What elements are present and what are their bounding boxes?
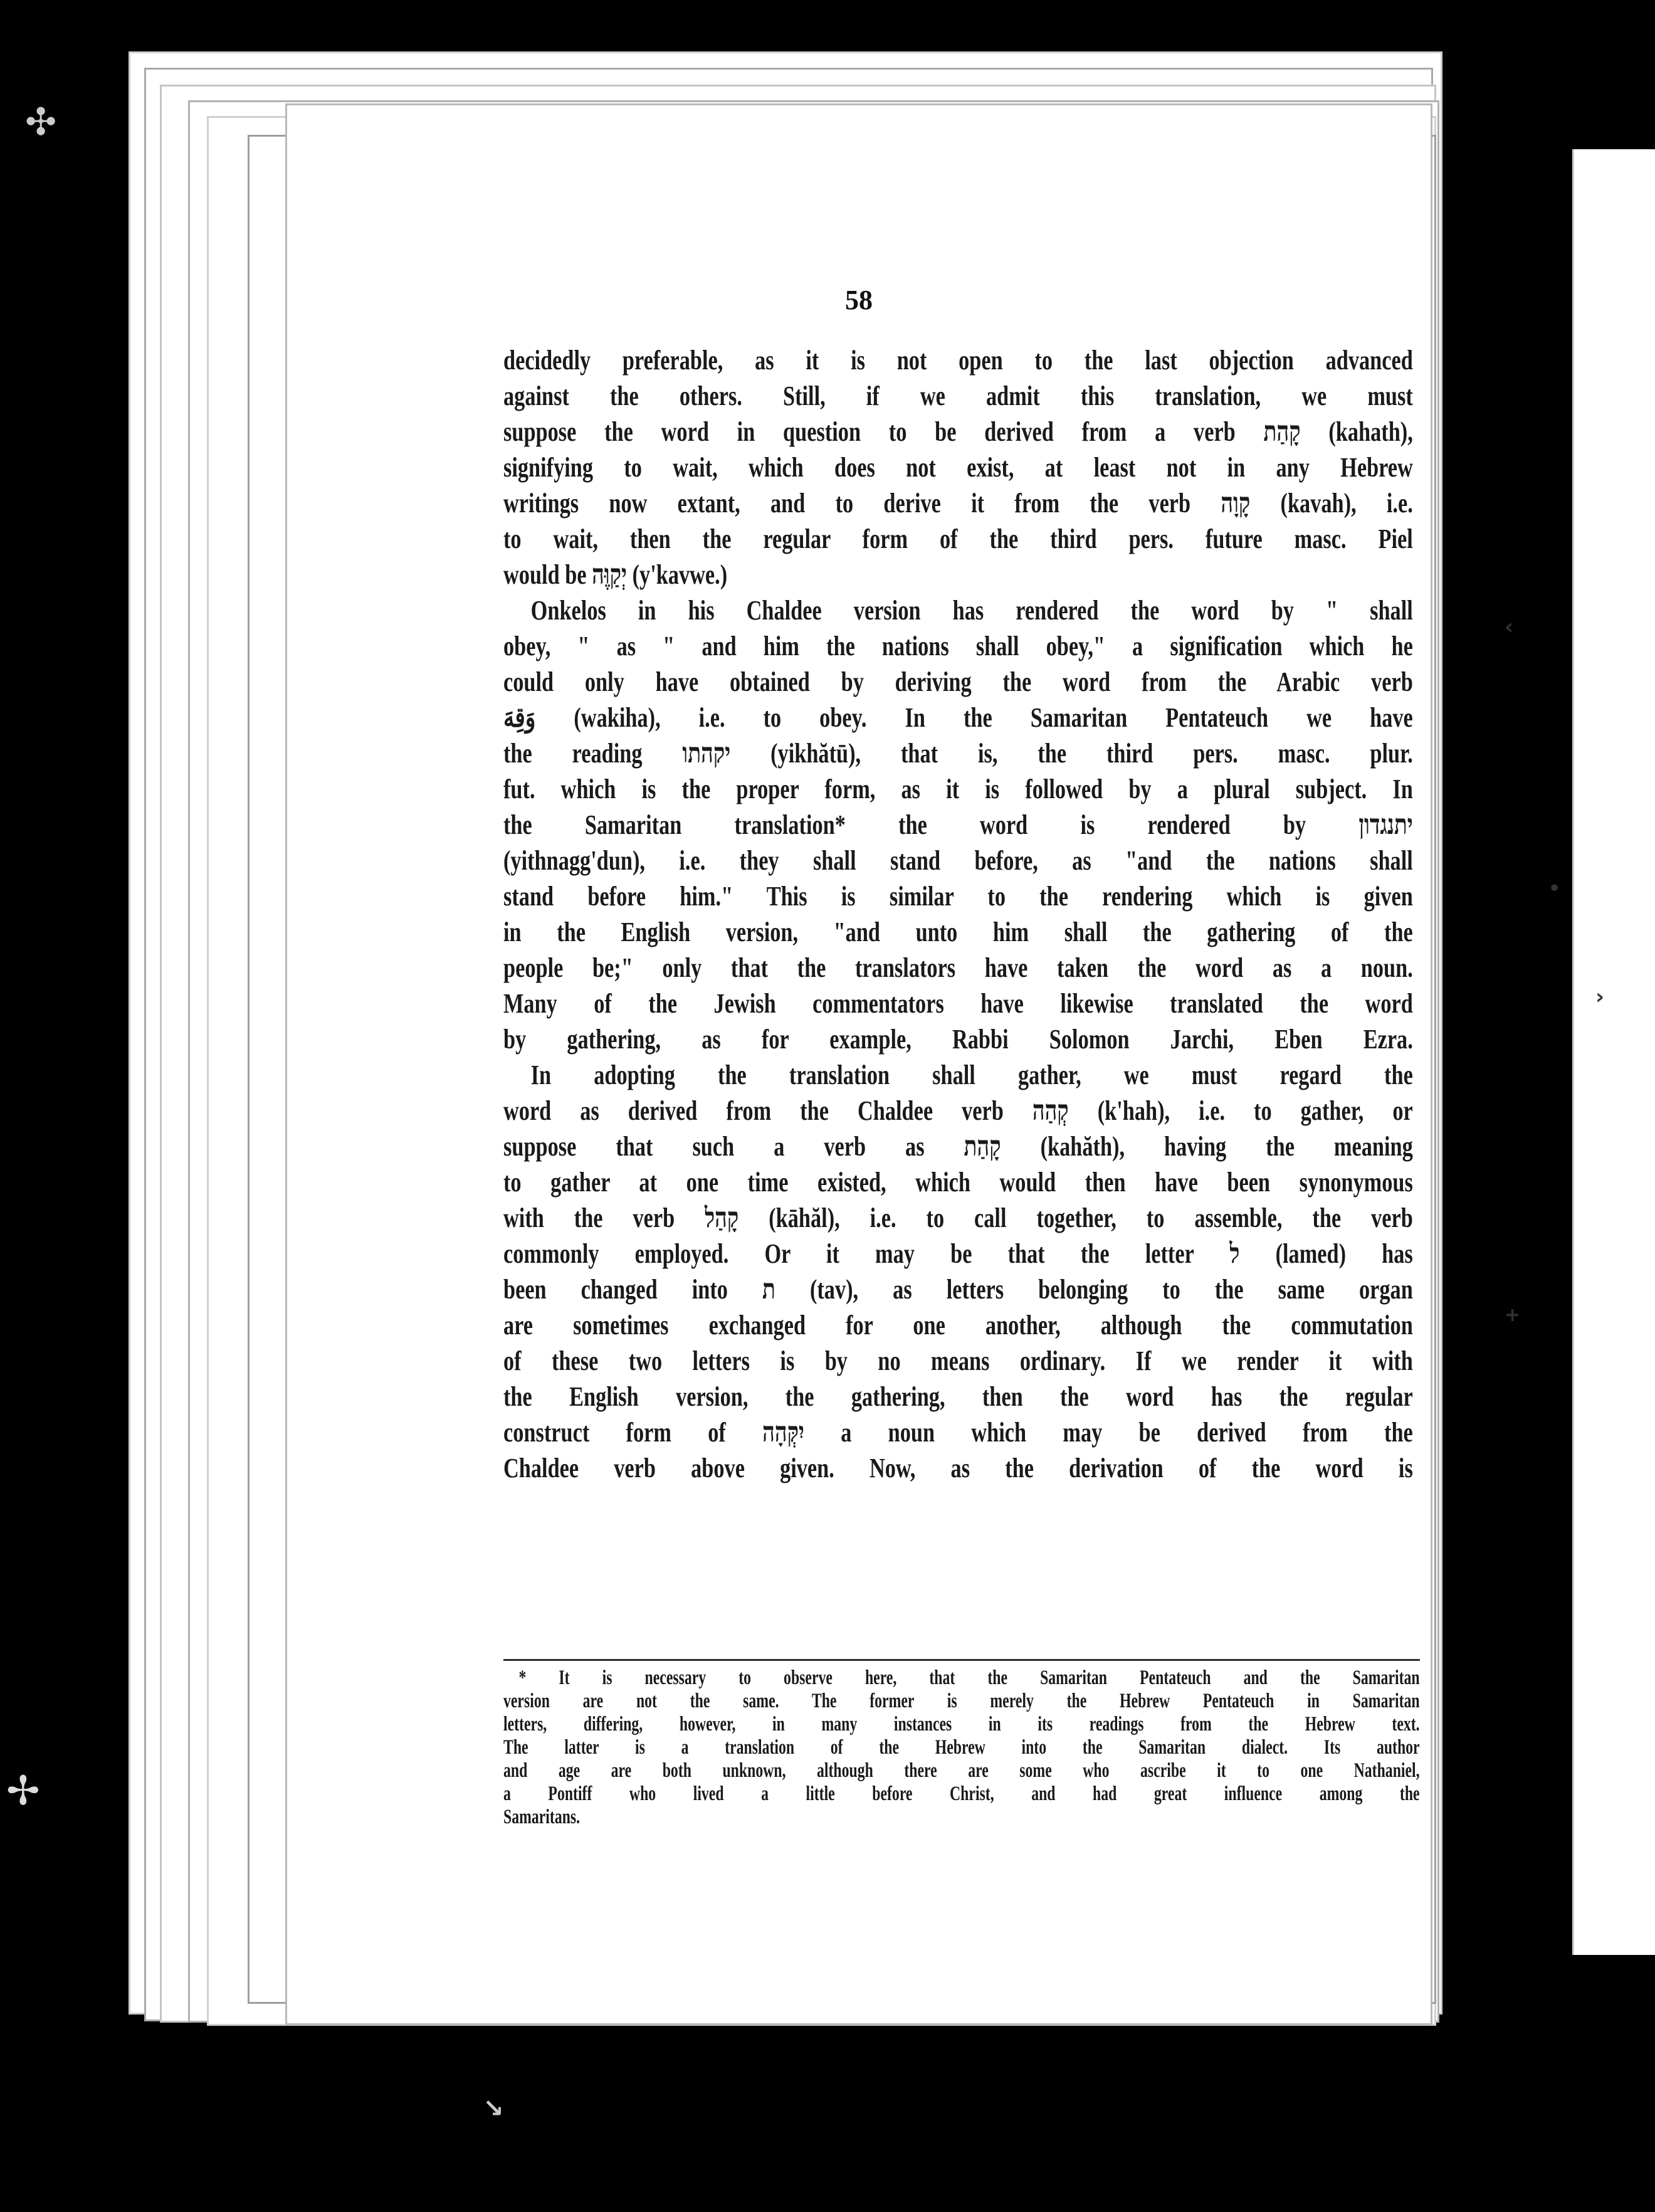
scan-speck: ✣ bbox=[25, 100, 57, 144]
scan-speck: • bbox=[1548, 878, 1561, 900]
footnote bbox=[503, 1667, 1420, 1829]
text-line: وَقِهَ (wakiha), i.e. to obey. In the Samaritan Pentateuch we have bbox=[503, 702, 1413, 733]
text-line: are sometimes exchanged for one another, although the commutation bbox=[503, 1310, 1413, 1340]
text-line: signifying to wait, which does not exist, at least not in any Hebrew bbox=[503, 452, 1413, 483]
footnote-line: version are not the same. The former is merely the Hebrew Pentateuch in Samaritan bbox=[503, 1690, 1420, 1712]
scan-speck: › bbox=[1595, 984, 1605, 1009]
text-line: would be יְקַוֶּה (y'kavwe.) bbox=[503, 559, 728, 590]
footnote-line: The latter is a translation of the Hebrew into the Samaritan dialect. Its author bbox=[503, 1736, 1420, 1759]
text-line: to gather at one time existed, which would then have been synonymous bbox=[503, 1167, 1413, 1198]
text-line: could only have obtained by deriving the word from the Arabic verb bbox=[503, 666, 1413, 697]
text-line: stand before him." This is similar to the rendering which is given bbox=[503, 881, 1413, 912]
text-line: people be;" only that the translators have taken the word as a noun. bbox=[503, 952, 1413, 983]
scan-speck: + bbox=[1505, 1304, 1521, 1326]
text-line: the English version, the gathering, then the word has the regular bbox=[503, 1381, 1413, 1412]
text-line: obey, " as " and him the nations shall obey," a signification which he bbox=[503, 631, 1413, 661]
footnote-line: * It is necessary to observe here, that the Samaritan Pentateuch and the Samaritan bbox=[518, 1667, 1420, 1689]
text-line: Many of the Jewish commentators have likewise translated the word bbox=[503, 988, 1413, 1019]
scan-speck: ‹ bbox=[1505, 614, 1514, 640]
book-page bbox=[285, 103, 1432, 2025]
text-line: Onkelos in his Chaldee version has rendered the word by " shall bbox=[530, 595, 1413, 626]
text-line: decidedly preferable, as it is not open to the last objection advanced bbox=[503, 345, 1413, 376]
text-line: been changed into ת (tav), as letters belonging to the same organ bbox=[503, 1274, 1413, 1305]
text-line: of these two letters is by no means ordinary. If we render it with bbox=[503, 1346, 1413, 1376]
text-line: to wait, then the regular form of the third pers. future masc. Piel bbox=[503, 524, 1413, 554]
scan-speck: ↘ bbox=[483, 2094, 504, 2123]
text-line: with the verb קָהַל (kāhăl), i.e. to call together, to assemble, the verb bbox=[503, 1203, 1413, 1233]
footnote-line: and age are both unknown, although there are some who ascribe it to one Nathaniel, bbox=[503, 1759, 1420, 1782]
text-line: fut. which is the proper form, as it is followed by a plural subject. In bbox=[503, 774, 1413, 804]
scan-speck: ✢ bbox=[6, 1768, 40, 1814]
text-line: commonly employed. Or it may be that the letter ל (lamed) has bbox=[503, 1238, 1413, 1269]
text-line: word as derived from the Chaldee verb קְהַה (k'hah), i.e. to gather, or bbox=[503, 1095, 1413, 1126]
adjacent-page-edge bbox=[1572, 149, 1655, 1955]
text-line: suppose the word in question to be derived from a verb קָהַת (kahath), bbox=[503, 416, 1413, 447]
text-line: against the others. Still, if we admit this translation, we must bbox=[503, 381, 1413, 411]
footnote-line: a Pontiff who lived a little before Christ, and had great influence among the bbox=[503, 1783, 1420, 1805]
text-line: in the English version, "and unto him shall the gathering of the bbox=[503, 917, 1413, 947]
text-line: the Samaritan translation* the word is rendered by יתנגדון bbox=[503, 809, 1413, 840]
text-line: writings now extant, and to derive it from the verb קָוָה (kavah), i.e. bbox=[503, 488, 1413, 519]
footnote-rule bbox=[503, 1659, 1420, 1661]
text-line: Chaldee verb above given. Now, as the derivation of the word is bbox=[503, 1453, 1413, 1483]
text-line: by gathering, as for example, Rabbi Solomon Jarchi, Eben Ezra. bbox=[503, 1024, 1413, 1055]
text-line: construct form of יִקְּהָה a noun which may be derived from the bbox=[503, 1417, 1413, 1448]
text-line: the reading יקהתו (yikhătū), that is, the third pers. masc. plur. bbox=[503, 738, 1413, 769]
footnote-line: letters, differing, however, in many instances in its readings from the Hebrew text. bbox=[503, 1713, 1420, 1735]
text-line: suppose that such a verb as קָהַת (kahăth), having the meaning bbox=[503, 1131, 1413, 1162]
text-line: (yithnagg'dun), i.e. they shall stand before, as "and the nations shall bbox=[503, 845, 1413, 876]
page-number: 58 bbox=[845, 285, 873, 315]
body-text bbox=[503, 342, 1413, 1486]
footnote-line: Samaritans. bbox=[503, 1806, 581, 1828]
text-line: In adopting the translation shall gather, we must regard the bbox=[530, 1060, 1413, 1090]
